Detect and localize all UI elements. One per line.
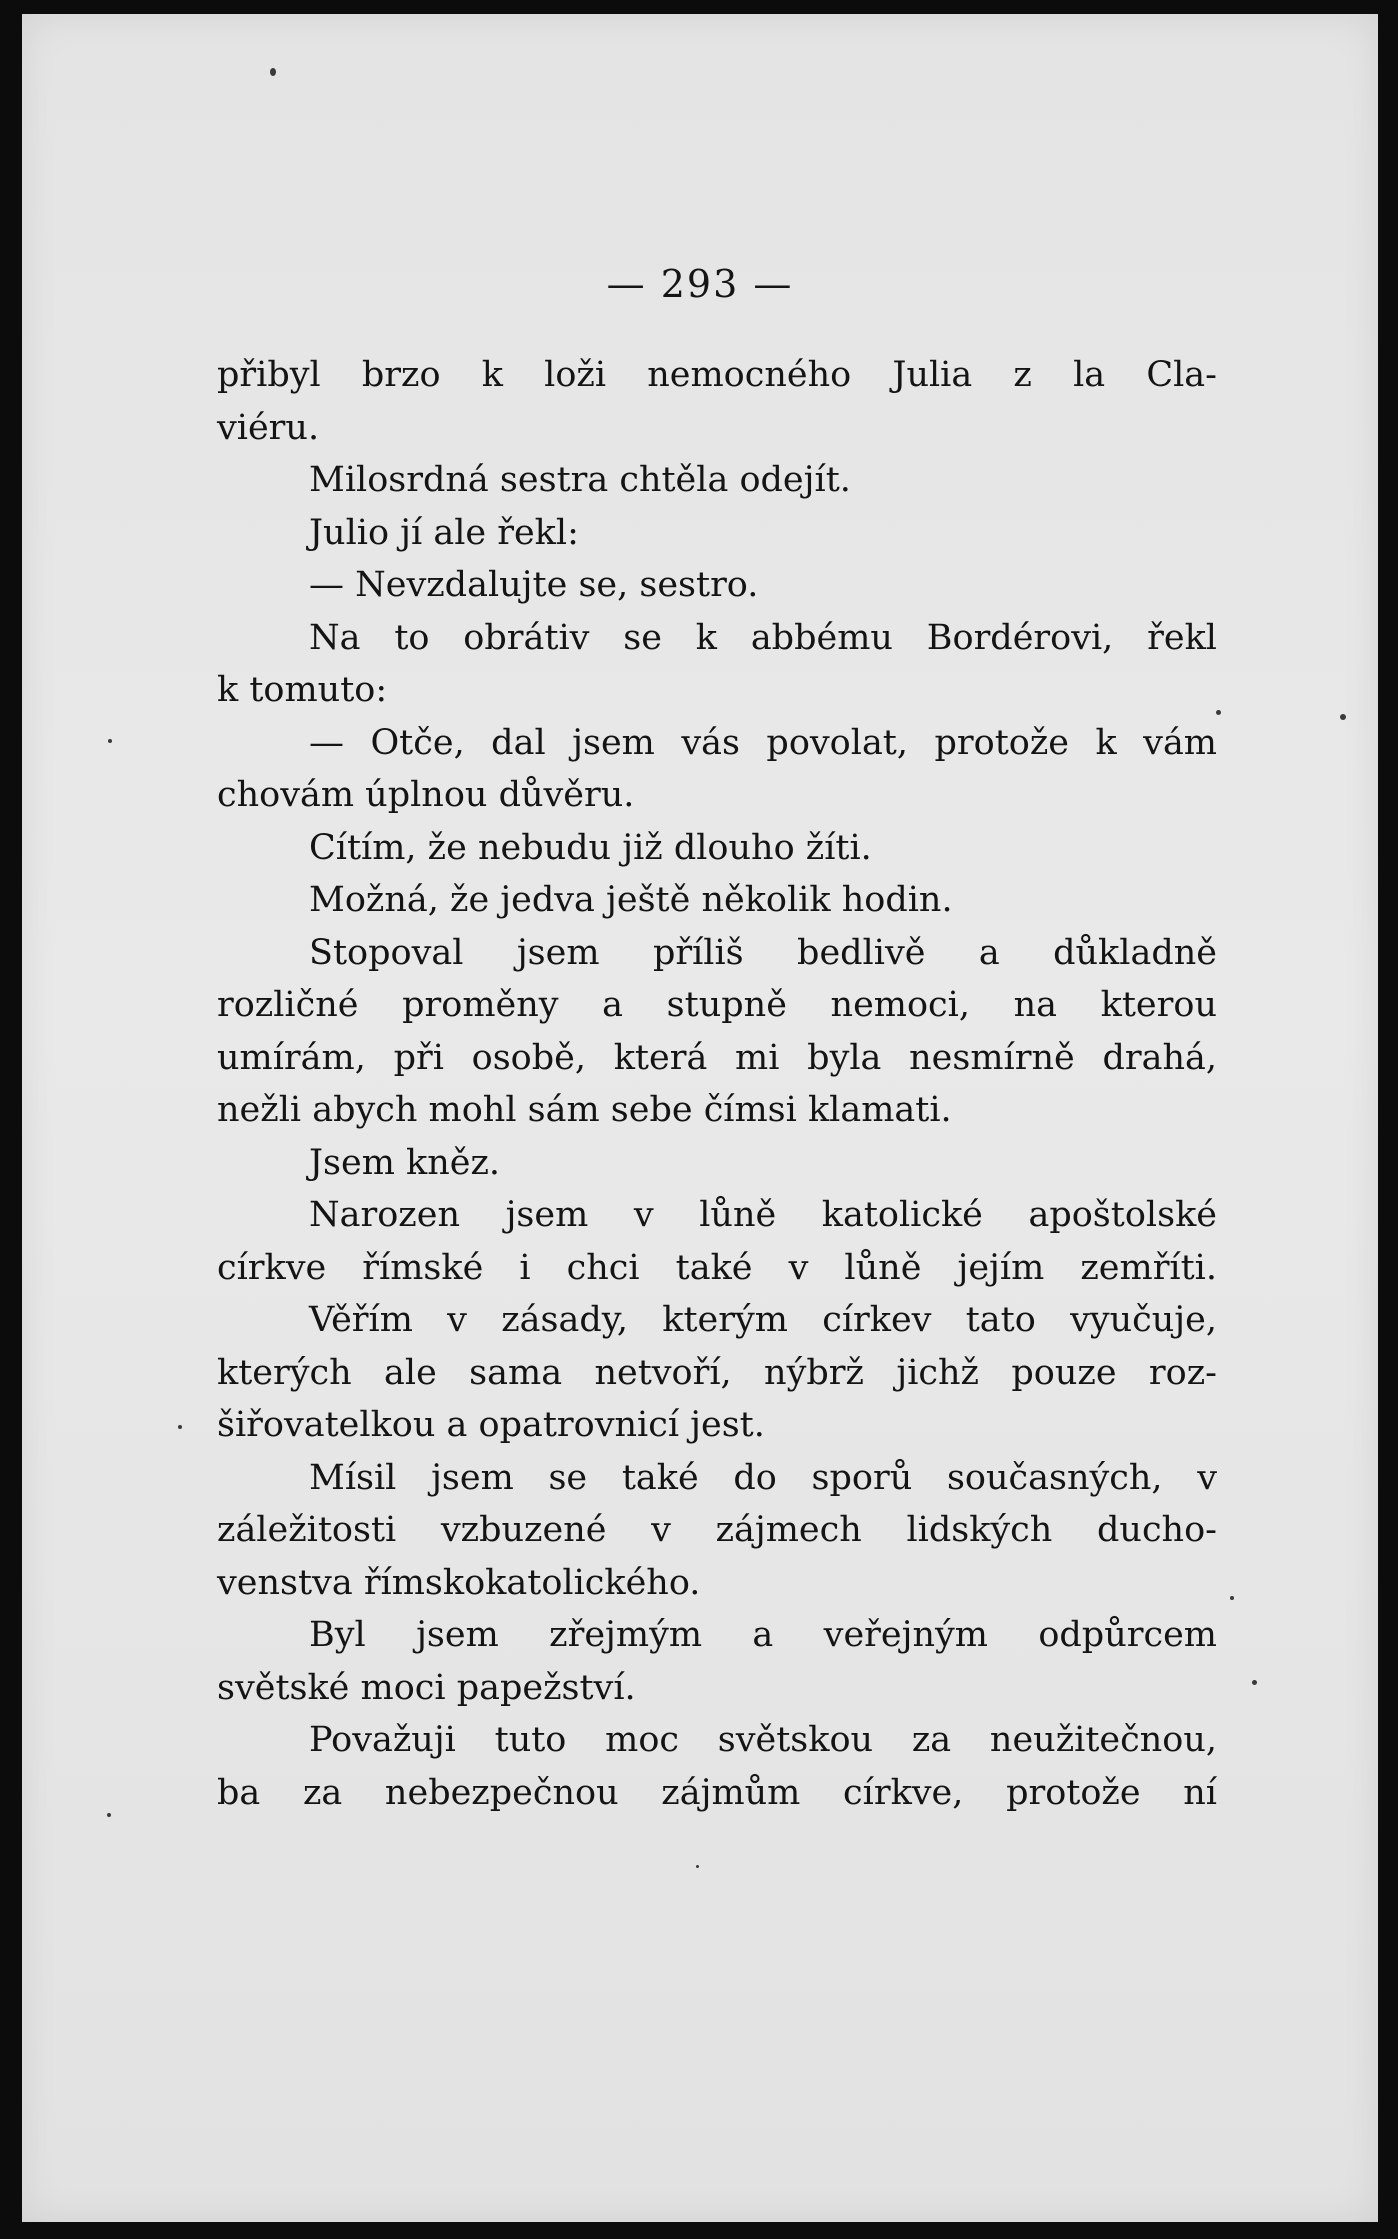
text-line: Věřím v zásady, kterým církev tato vyučuje,: [309, 1300, 1217, 1340]
text-line: rozličné proměny a stupně nemoci, na kterou: [217, 985, 1217, 1025]
scan-speck: [1252, 1680, 1257, 1685]
scan-speck: [1216, 710, 1221, 715]
text-line: Narozen jsem v lůně katolické apoštolské: [309, 1195, 1217, 1235]
text-line: chovám úplnou důvěru.: [217, 775, 635, 815]
scan-speck: [107, 1813, 111, 1817]
text-line: Julio jí ale řekl:: [309, 512, 579, 553]
scan-speck: [108, 739, 112, 743]
text-line: světské moci papežství.: [217, 1667, 636, 1708]
text-line: Stopoval jsem příliš bedlivě a důkladně: [309, 932, 1217, 973]
book-page: [22, 14, 1378, 2222]
text-line: nežli abych mohl sám sebe čímsi klamati.: [217, 1090, 952, 1130]
text-line: přibyl brzo k loži nemocného Julia z la Cla-: [217, 355, 1217, 395]
scan-speck: [270, 68, 276, 76]
text-line: církve římské i chci také v lůně jejím zemříti.: [217, 1247, 1217, 1288]
text-line: Milosrdná sestra chtěla odejít.: [309, 460, 851, 500]
text-line: k tomuto:: [217, 670, 388, 710]
text-line: Jsem kněz.: [309, 1142, 501, 1183]
text-line: Možná, že jedva ještě několik hodin.: [309, 880, 953, 920]
text-line: Cítím, že nebudu již dlouho žíti.: [309, 827, 872, 868]
text-line: kterých ale sama netvoří, nýbrž jichž pouze roz-: [217, 1352, 1217, 1393]
text-line: záležitosti vzbuzené v zájmech lidských ducho-: [217, 1510, 1217, 1550]
scan-speck: [178, 1425, 182, 1429]
text-line: Považuji tuto moc světskou za neužitečnou,: [309, 1720, 1217, 1760]
page-number: — 293 —: [606, 262, 794, 306]
body-text: [217, 349, 1217, 1819]
text-line: — Nevzdalujte se, sestro.: [309, 565, 759, 605]
scan-speck: [1340, 714, 1346, 720]
text-line: — Otče, dal jsem vás povolat, protože k vám: [309, 722, 1217, 763]
text-line: viéru.: [217, 407, 320, 448]
scan-speck: [696, 1865, 699, 1868]
text-line: venstva římskokatolického.: [217, 1562, 701, 1603]
text-line: Byl jsem zřejmým a veřejným odpůrcem: [309, 1615, 1217, 1655]
scan-speck: [1230, 1596, 1234, 1600]
text-line: ba za nebezpečnou zájmům církve, protože ní: [217, 1772, 1217, 1813]
text-line: Mísil jsem se také do sporů současných, v: [309, 1457, 1217, 1498]
text-line: umírám, při osobě, která mi byla nesmírně drahá,: [217, 1037, 1217, 1078]
text-line: šiřovatelkou a opatrovnicí jest.: [217, 1405, 765, 1445]
text-line: Na to obrátiv se k abbému Bordérovi, řekl: [309, 617, 1217, 658]
